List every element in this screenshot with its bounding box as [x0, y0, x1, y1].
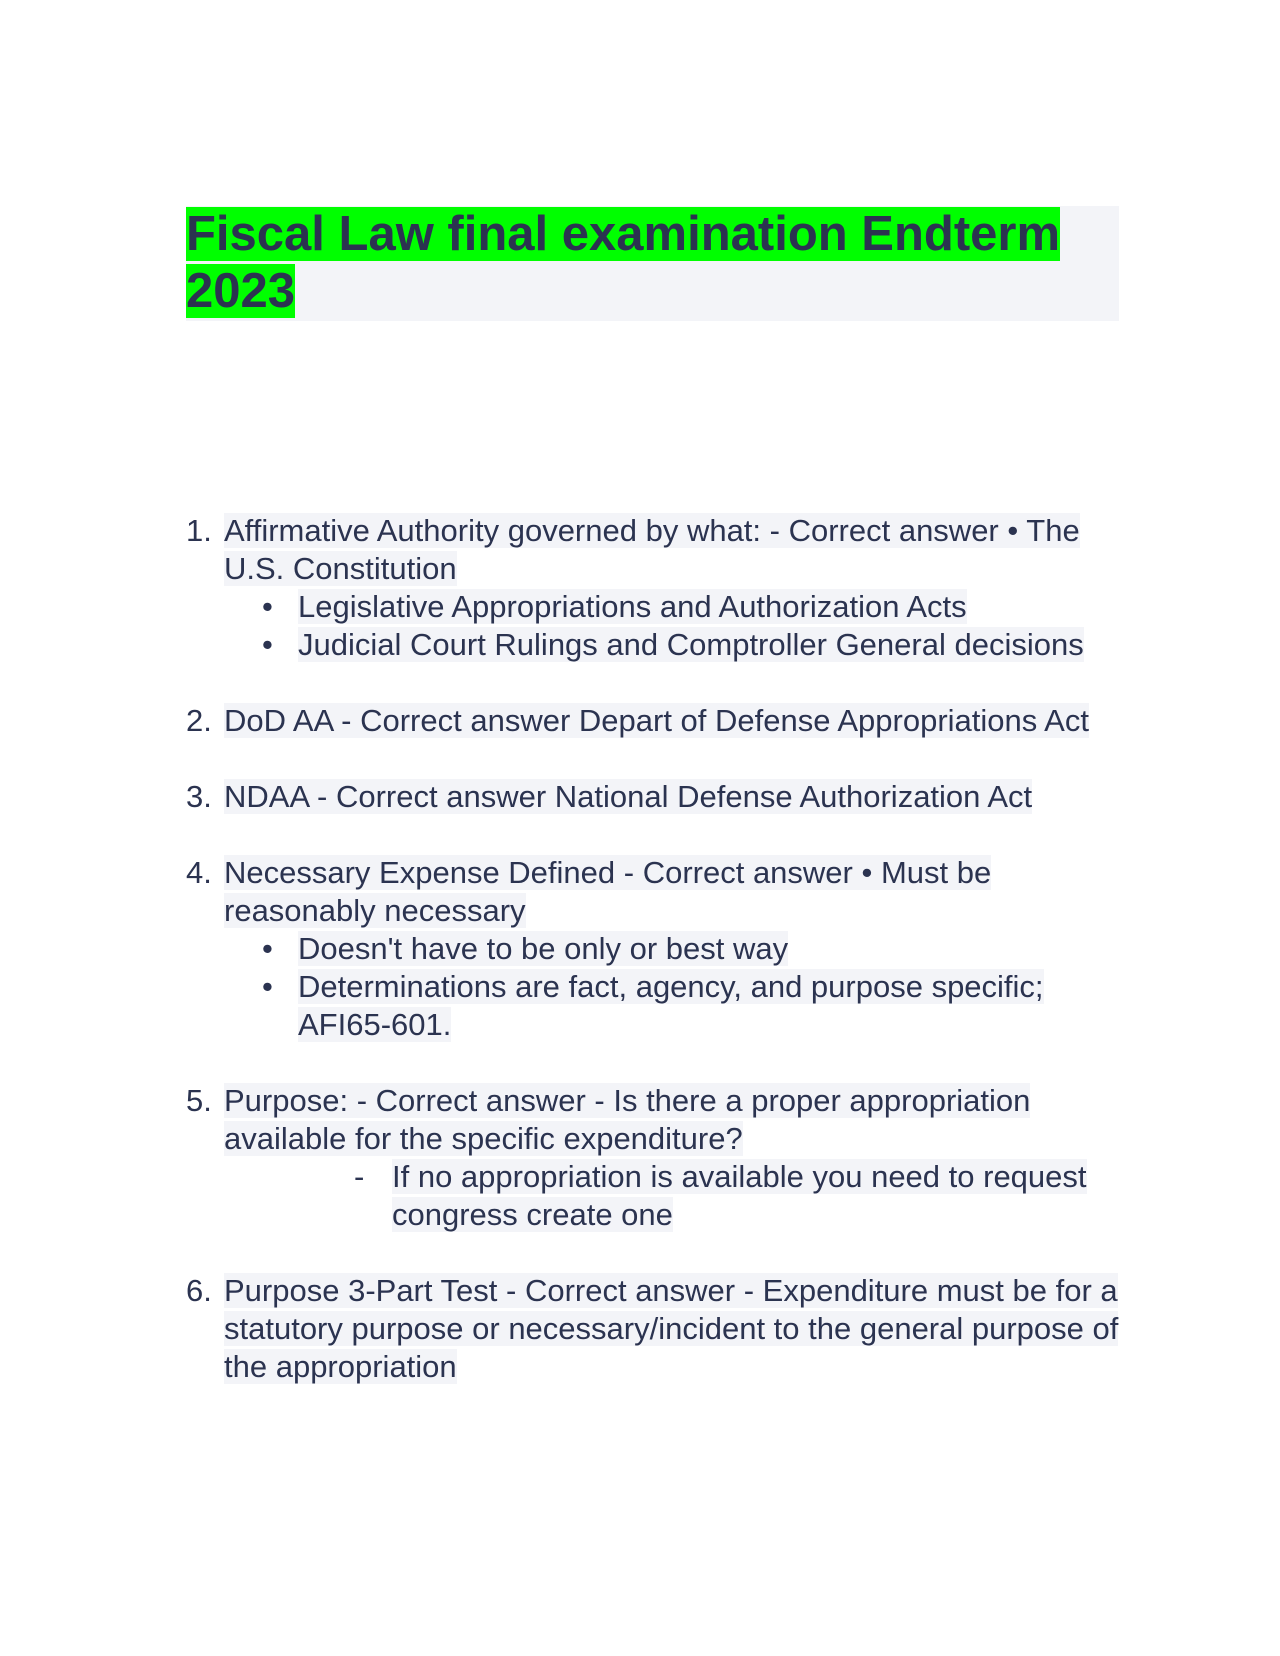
question-item-3: [186, 778, 1126, 816]
title-text: Fiscal Law final examination Endterm 2023: [186, 207, 1061, 318]
dash-marker: -: [354, 1159, 365, 1194]
page-title: [186, 206, 1119, 320]
bullet-text: Determinations are fact, agency, and purpose specific; AFI65-601.: [298, 969, 1044, 1042]
item-number: 3.: [186, 779, 212, 814]
bullet-item: [224, 968, 1126, 1044]
bullet-text: Judicial Court Rulings and Comptroller General decisions: [298, 627, 1084, 662]
item-text: Purpose: - Correct answer - Is there a proper appropriation available for the specific expenditure?: [224, 1083, 1031, 1156]
bullet-icon: •: [262, 931, 273, 966]
title-block: [186, 206, 1119, 321]
item-number: 4.: [186, 855, 212, 890]
dash-item: [224, 1158, 1126, 1234]
bullet-item: [224, 626, 1126, 664]
bullet-list: [224, 930, 1126, 1044]
dash-text: If no appropriation is available you need to request congress create one: [392, 1159, 1087, 1232]
question-item-5: [186, 1082, 1126, 1234]
question-item-1: [186, 512, 1126, 664]
bullet-icon: •: [262, 627, 273, 662]
question-list: [186, 512, 1126, 1424]
item-text: NDAA - Correct answer National Defense Authorization Act: [224, 779, 1033, 814]
question-item-2: [186, 702, 1126, 740]
item-text: Necessary Expense Defined - Correct answer • Must be reasonably necessary: [224, 855, 992, 928]
bullet-icon: •: [262, 969, 273, 1004]
bullet-text: Doesn't have to be only or best way: [298, 931, 789, 966]
item-text: Affirmative Authority governed by what: - Correct answer • The U.S. Constitution: [224, 513, 1080, 586]
question-item-4: [186, 854, 1126, 1044]
question-item-6: [186, 1272, 1126, 1386]
item-text: DoD AA - Correct answer Depart of Defense Appropriations Act: [224, 703, 1089, 738]
item-number: 2.: [186, 703, 212, 738]
bullet-list: [224, 588, 1126, 664]
item-number: 1.: [186, 513, 212, 548]
bullet-item: [224, 930, 1126, 968]
item-text: Purpose 3-Part Test - Correct answer - Expenditure must be for a statutory purpose or necessary/incident to the general purpose of the appropriation: [224, 1273, 1119, 1384]
bullet-text: Legislative Appropriations and Authorization Acts: [298, 589, 967, 624]
item-number: 5.: [186, 1083, 212, 1118]
item-number: 6.: [186, 1273, 212, 1308]
bullet-item: [224, 588, 1126, 626]
bullet-icon: •: [262, 589, 273, 624]
